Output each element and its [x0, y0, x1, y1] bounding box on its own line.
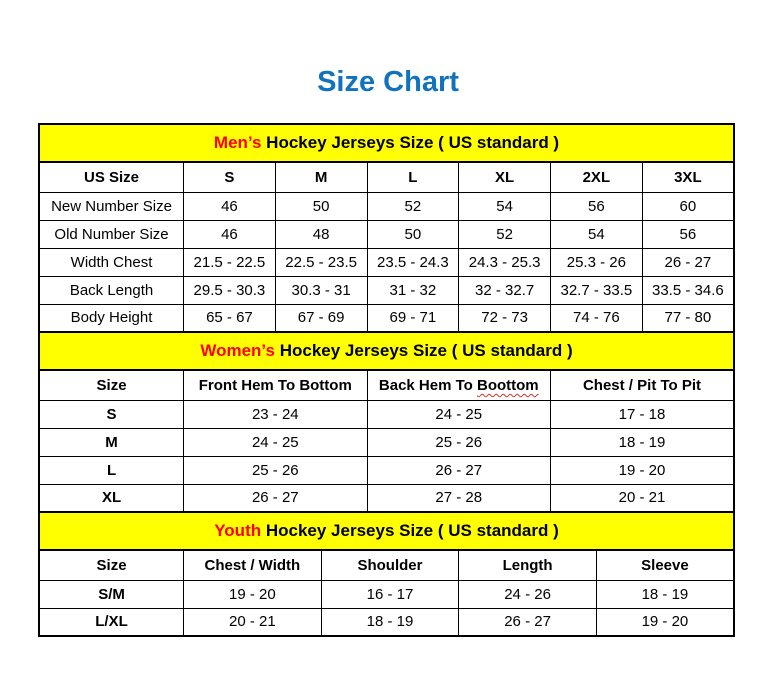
mens-col-header: XL [459, 162, 551, 192]
womens-table-row [39, 428, 734, 456]
womens-column-header-row [39, 370, 734, 400]
cell-value: 26 - 27 [642, 248, 734, 276]
cell-value: 32.7 - 33.5 [550, 276, 642, 304]
cell-value: 25 - 26 [184, 456, 367, 484]
cell-value: 18 - 19 [596, 580, 734, 608]
cell-value: 25 - 26 [367, 428, 550, 456]
row-label: S [39, 400, 184, 428]
cell-value: 54 [550, 220, 642, 248]
cell-value: 74 - 76 [550, 304, 642, 332]
cell-value: 77 - 80 [642, 304, 734, 332]
row-label: L/XL [39, 608, 184, 636]
row-label: New Number Size [39, 192, 184, 220]
cell-value: 25.3 - 26 [550, 248, 642, 276]
cell-value: 24 - 26 [459, 580, 597, 608]
cell-value: 18 - 19 [321, 608, 459, 636]
row-label: S/M [39, 580, 184, 608]
womens-col-header: Front Hem To Bottom [184, 370, 367, 400]
womens-table-row [39, 400, 734, 428]
cell-value: 21.5 - 22.5 [184, 248, 276, 276]
cell-value: 24 - 25 [184, 428, 367, 456]
cell-value: 60 [642, 192, 734, 220]
cell-value: 32 - 32.7 [459, 276, 551, 304]
youth-table-row [39, 608, 734, 636]
cell-value: 20 - 21 [184, 608, 322, 636]
cell-value: 48 [275, 220, 367, 248]
row-label: Back Length [39, 276, 184, 304]
mens-column-header-row [39, 162, 734, 192]
mens-col-header: 2XL [550, 162, 642, 192]
cell-value: 26 - 27 [184, 484, 367, 512]
youth-col-header: Shoulder [321, 550, 459, 580]
row-label: Width Chest [39, 248, 184, 276]
mens-col-header: L [367, 162, 459, 192]
cell-value: 33.5 - 34.6 [642, 276, 734, 304]
cell-value: 46 [184, 192, 276, 220]
mens-col-header: M [275, 162, 367, 192]
cell-value: 19 - 20 [551, 456, 734, 484]
row-label: Old Number Size [39, 220, 184, 248]
womens-col-header: Chest / Pit To Pit [551, 370, 734, 400]
cell-value: 65 - 67 [184, 304, 276, 332]
cell-value: 50 [275, 192, 367, 220]
womens-col-header: Back Hem To Boottom [367, 370, 550, 400]
youth-table-title-row [39, 512, 734, 550]
cell-value: 69 - 71 [367, 304, 459, 332]
womens-category-label: Women’s [200, 341, 275, 360]
youth-column-header-row [39, 550, 734, 580]
mens-table-title-row [39, 124, 734, 162]
youth-title-text: Hockey Jerseys Size ( US standard ) [261, 521, 559, 540]
row-label: XL [39, 484, 184, 512]
mens-table-row [39, 276, 734, 304]
cell-value: 17 - 18 [551, 400, 734, 428]
cell-value: 24 - 25 [367, 400, 550, 428]
youth-size-table [38, 511, 735, 637]
cell-value: 23 - 24 [184, 400, 367, 428]
mens-col-header: 3XL [642, 162, 734, 192]
womens-table-row [39, 456, 734, 484]
youth-col-header: Size [39, 550, 184, 580]
mens-col-header: US Size [39, 162, 184, 192]
mens-table-title [39, 124, 734, 162]
page-title: Size Chart [317, 66, 459, 98]
size-tables-container [38, 123, 735, 637]
cell-value: 52 [367, 192, 459, 220]
cell-value: 29.5 - 30.3 [184, 276, 276, 304]
cell-value: 23.5 - 24.3 [367, 248, 459, 276]
misspelled-word: Boottom [476, 376, 539, 394]
youth-category-label: Youth [214, 521, 262, 540]
mens-category-label: Men’s [213, 133, 262, 152]
youth-col-header: Length [459, 550, 597, 580]
cell-value: 18 - 19 [551, 428, 734, 456]
cell-value: 52 [459, 220, 551, 248]
youth-col-header: Chest / Width [184, 550, 322, 580]
cell-value: 31 - 32 [367, 276, 459, 304]
youth-table-title [39, 512, 734, 550]
cell-value: 24.3 - 25.3 [459, 248, 551, 276]
row-label: M [39, 428, 184, 456]
cell-value: 20 - 21 [551, 484, 734, 512]
womens-size-table [38, 331, 735, 513]
cell-value: 56 [550, 192, 642, 220]
cell-value: 16 - 17 [321, 580, 459, 608]
womens-table-title [39, 332, 734, 370]
cell-value: 26 - 27 [459, 608, 597, 636]
youth-table-row [39, 580, 734, 608]
cell-value: 19 - 20 [596, 608, 734, 636]
cell-value: 67 - 69 [275, 304, 367, 332]
cell-value: 26 - 27 [367, 456, 550, 484]
womens-table-row [39, 484, 734, 512]
mens-table-row [39, 220, 734, 248]
cell-value: 30.3 - 31 [275, 276, 367, 304]
row-label: Body Height [39, 304, 184, 332]
cell-value: 22.5 - 23.5 [275, 248, 367, 276]
youth-col-header: Sleeve [596, 550, 734, 580]
mens-title-text: Hockey Jerseys Size ( US standard ) [261, 133, 560, 152]
mens-col-header: S [184, 162, 276, 192]
cell-value: 72 - 73 [459, 304, 551, 332]
mens-table-row [39, 192, 734, 220]
mens-table-row [39, 304, 734, 332]
cell-value: 46 [184, 220, 276, 248]
cell-value: 56 [642, 220, 734, 248]
cell-value: 54 [459, 192, 551, 220]
row-label: L [39, 456, 184, 484]
cell-value: 50 [367, 220, 459, 248]
mens-size-table [38, 123, 735, 333]
womens-title-text: Hockey Jerseys Size ( US standard ) [274, 341, 573, 360]
womens-table-title-row [39, 332, 734, 370]
cell-value: 27 - 28 [367, 484, 550, 512]
mens-table-row [39, 248, 734, 276]
womens-col-header: Size [39, 370, 184, 400]
cell-value: 19 - 20 [184, 580, 322, 608]
